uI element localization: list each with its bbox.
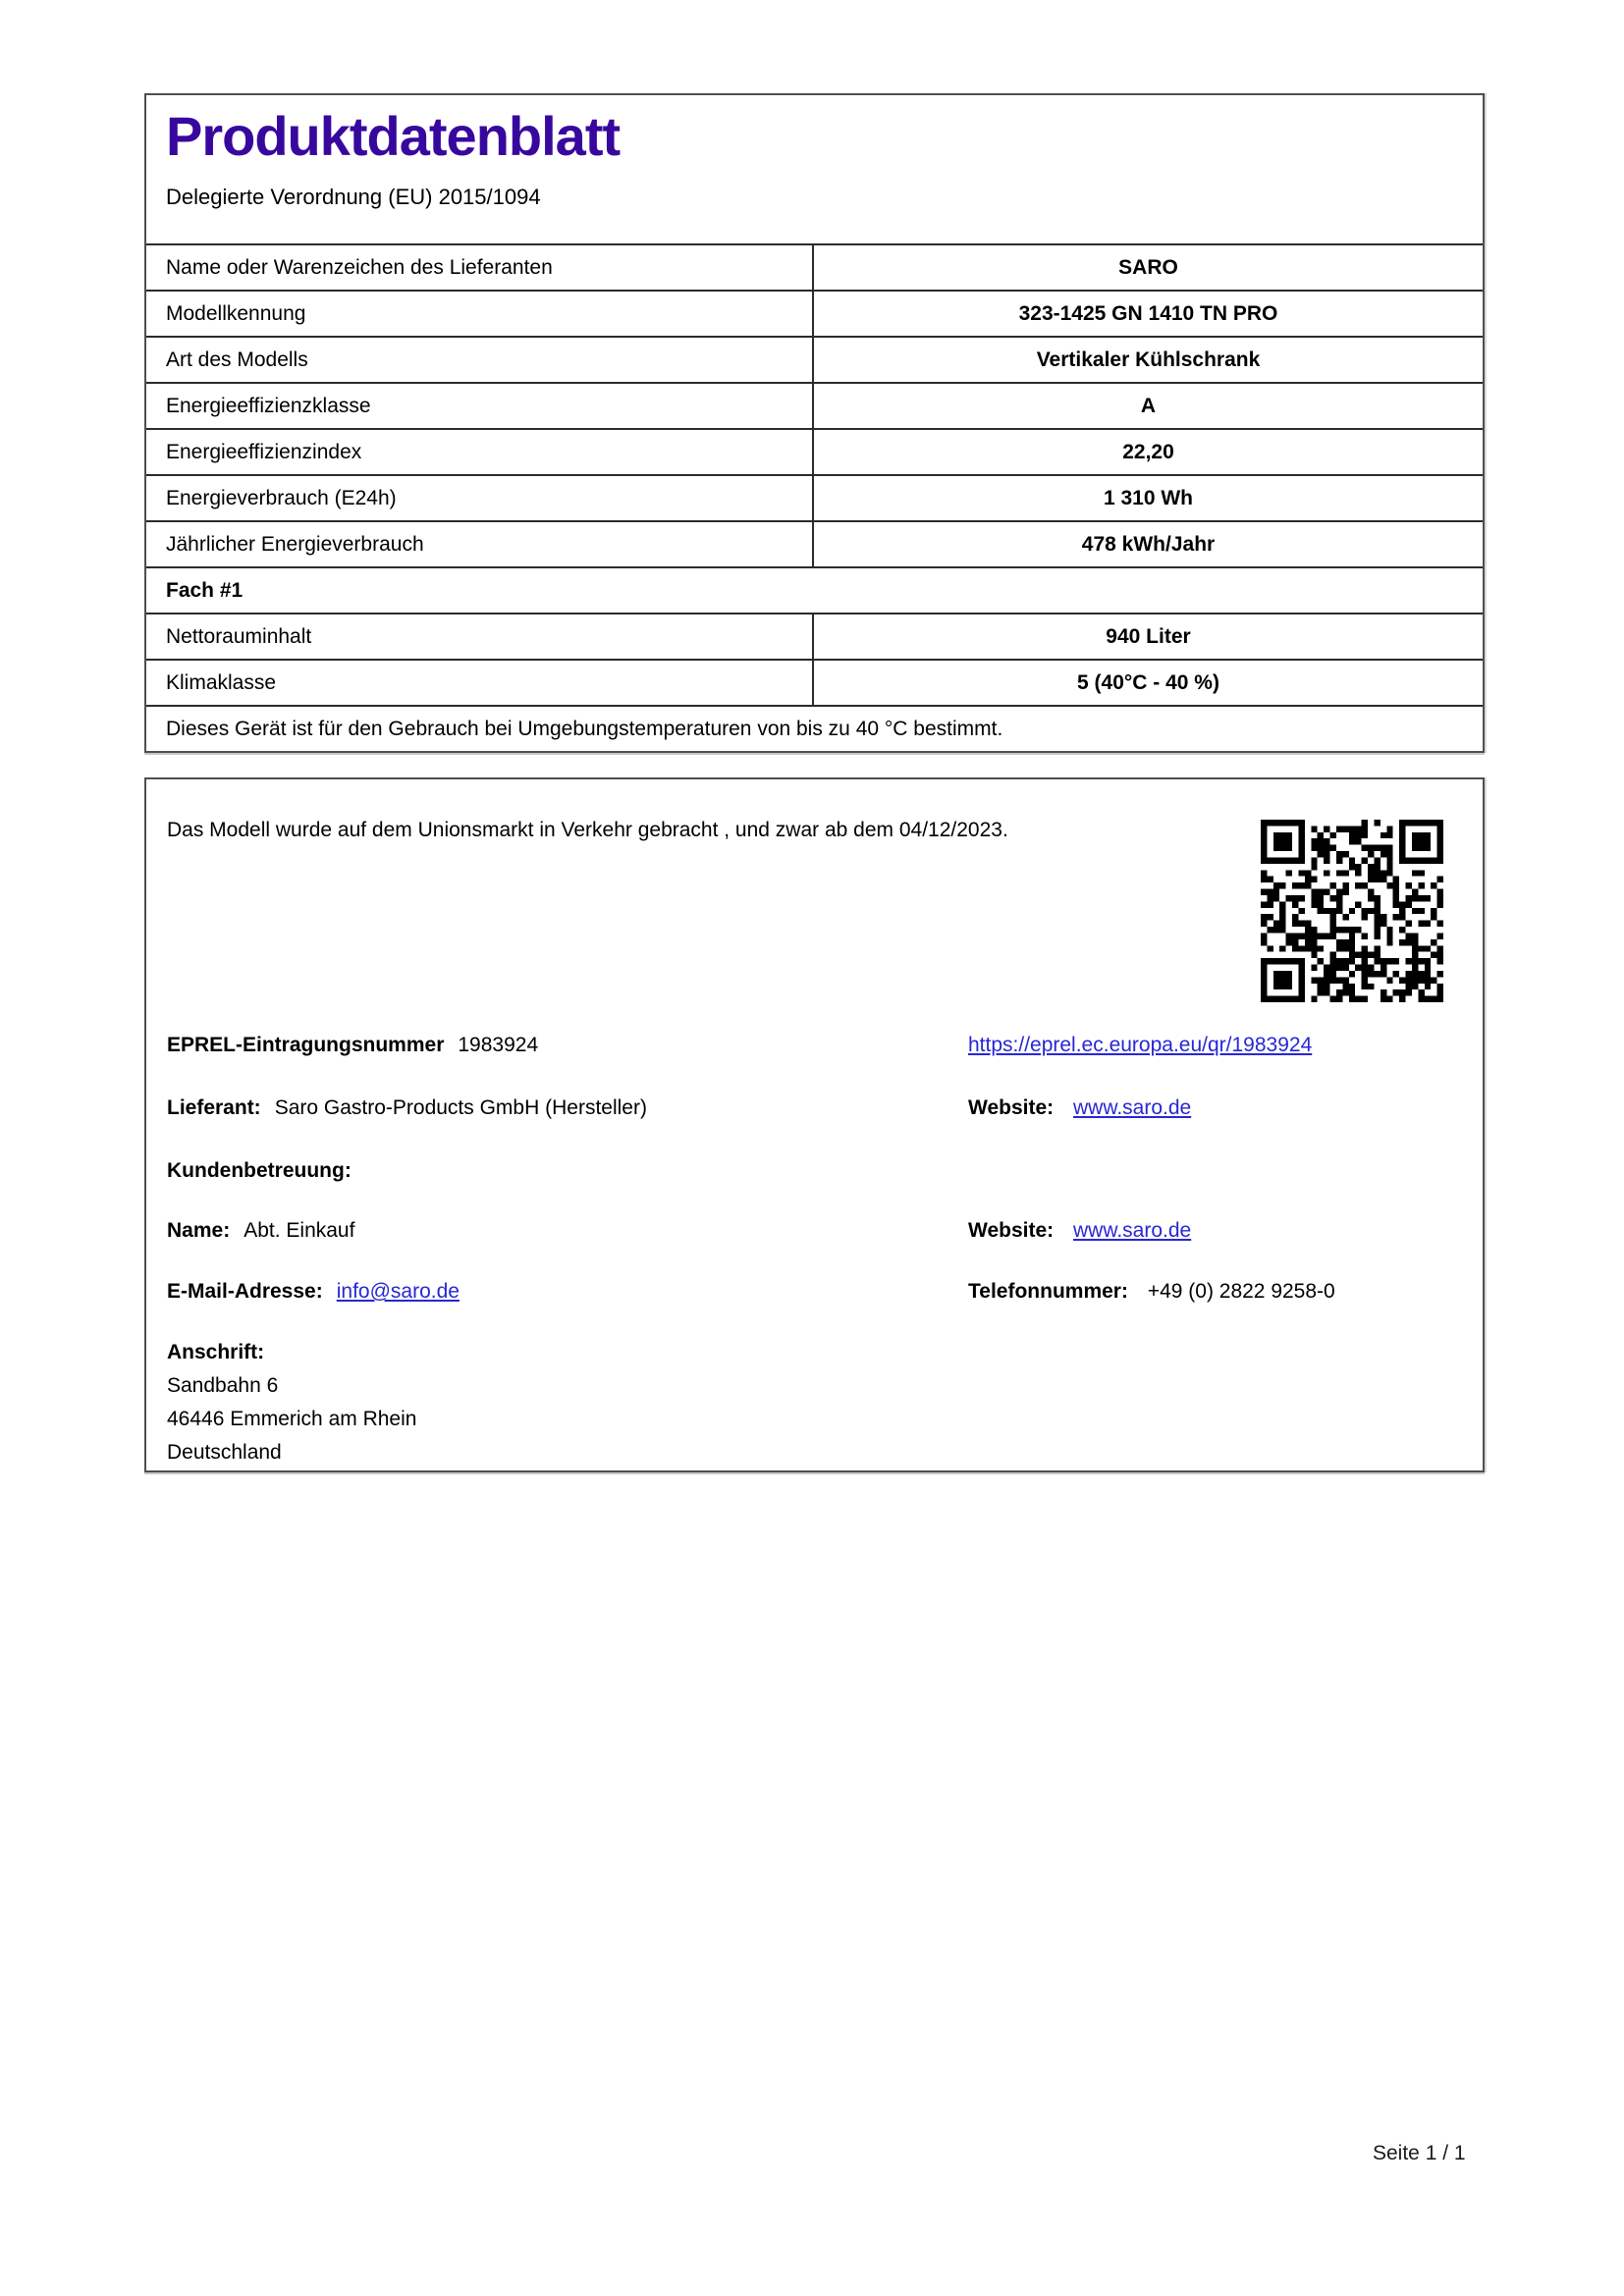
contact-name-value: Abt. Einkauf (244, 1219, 355, 1242)
datasheet-box (144, 93, 1485, 753)
website-link[interactable]: www.saro.de (1072, 1219, 1192, 1242)
eprel-label: EPREL-Eintragungsnummer (167, 1034, 445, 1056)
regulation-subtitle: Delegierte Verordnung (EU) 2015/1094 (166, 185, 541, 209)
phone-label: Telefonnummer: (968, 1280, 1128, 1303)
email-label: E-Mail-Adresse: (167, 1280, 323, 1303)
customer-service-row (167, 1158, 1463, 1184)
table-row (146, 290, 1483, 336)
table-row (146, 474, 1483, 520)
table-row (146, 613, 1483, 659)
email-row (167, 1279, 1463, 1305)
address-label: Anschrift: (167, 1341, 265, 1363)
contact-name-label: Name: (167, 1219, 231, 1242)
address-line: Sandbahn 6 (167, 1374, 279, 1397)
row-label: Energieeffizienzindex (166, 440, 362, 463)
row-label: Energieverbrauch (E24h) (166, 486, 397, 509)
address-line: 46446 Emmerich am Rhein (167, 1408, 417, 1430)
table-row (146, 382, 1483, 428)
row-value: 478 kWh/Jahr (812, 522, 1483, 566)
supplier-info-box (144, 777, 1485, 1472)
page-title: Produktdatenblatt (166, 105, 621, 167)
supplier-label: Lieferant: (167, 1096, 261, 1119)
row-label: Modellkennung (166, 301, 306, 325)
table-row (146, 520, 1483, 566)
address-block (167, 1336, 1463, 1469)
customer-service-label: Kundenbetreuung: (167, 1159, 352, 1182)
row-label: Name oder Warenzeichen des Lieferanten (166, 255, 553, 279)
note-label: Dieses Gerät ist für den Gebrauch bei Umgebungstemperaturen von bis zu 40 °C bestimmt. (166, 717, 1003, 740)
eprel-value: 1983924 (458, 1034, 539, 1056)
eprel-row (167, 1033, 1463, 1058)
row-label: Jährlicher Energieverbrauch (166, 532, 424, 556)
table-row (146, 659, 1483, 705)
market-placement-text: Das Modell wurde auf dem Unionsmarkt in Verkehr gebracht , und zwar ab dem 04/12/2023. (167, 819, 1008, 841)
qr-code-icon (1261, 820, 1443, 1002)
page-number: Seite 1 / 1 (1373, 2142, 1466, 2164)
row-label: Nettorauminhalt (166, 624, 312, 648)
row-label: Energieeffizienzklasse (166, 394, 371, 417)
row-value: A (812, 384, 1483, 428)
eprel-link[interactable]: https://eprel.ec.europa.eu/qr/1983924 (968, 1034, 1313, 1056)
supplier-value: Saro Gastro-Products GmbH (Hersteller) (274, 1096, 647, 1119)
row-value: 5 (40°C - 40 %) (812, 661, 1483, 705)
row-value: Vertikaler Kühlschrank (812, 338, 1483, 382)
row-value: 940 Liter (812, 614, 1483, 659)
row-value: 22,20 (812, 430, 1483, 474)
row-label: Art des Modells (166, 347, 308, 371)
contact-name-row (167, 1218, 1463, 1244)
email-link[interactable]: info@saro.de (336, 1280, 460, 1303)
website-label: Website: (968, 1096, 1055, 1119)
table-row (146, 243, 1483, 290)
address-line: Deutschland (167, 1441, 282, 1464)
table-note-row (146, 705, 1483, 751)
table-row (146, 428, 1483, 474)
spec-table (146, 243, 1483, 751)
document-header (146, 95, 1483, 243)
phone-value: +49 (0) 2822 9258-0 (1147, 1280, 1335, 1303)
table-row (146, 336, 1483, 382)
row-value: 1 310 Wh (812, 476, 1483, 520)
row-value: 323-1425 GN 1410 TN PRO (812, 292, 1483, 336)
supplier-row (167, 1095, 1463, 1121)
website-link[interactable]: www.saro.de (1072, 1096, 1192, 1119)
table-section-row (146, 566, 1483, 613)
section-label: Fach #1 (166, 578, 244, 602)
website-label: Website: (968, 1219, 1055, 1242)
row-label: Klimaklasse (166, 670, 277, 694)
row-value: SARO (812, 245, 1483, 290)
